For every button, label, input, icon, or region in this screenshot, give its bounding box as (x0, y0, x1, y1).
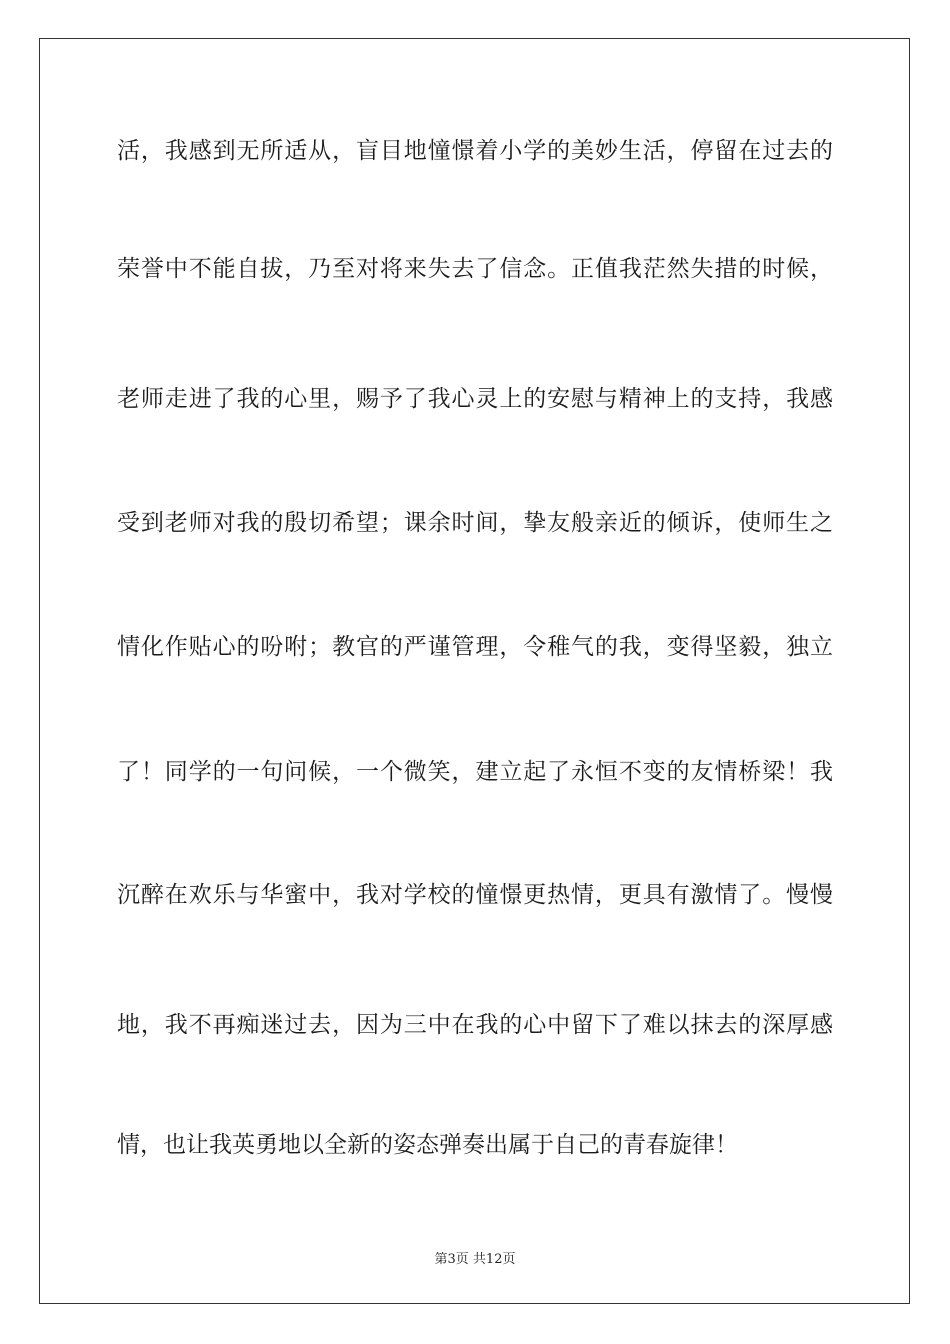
page-border (39, 38, 910, 1304)
body-text-line: 沉醉在欢乐与华蜜中，我对学校的憧憬更热情，更具有激情了。慢慢 (117, 882, 833, 908)
body-text-line: 老师走进了我的心里，赐予了我心灵上的安慰与精神上的支持，我感 (117, 386, 833, 412)
body-text-line: 活，我感到无所适从，盲目地憧憬着小学的美妙生活，停留在过去的 (117, 138, 833, 164)
body-text-line: 荣誉中不能自拔，乃至对将来失去了信念。正值我茫然失措的时候， (117, 256, 833, 282)
body-text-line: 了！同学的一句问候，一个微笑，建立起了永恒不变的友情桥梁！我 (117, 759, 833, 785)
page-number: 第3页 共12页 (434, 1252, 516, 1267)
body-text-line: 情化作贴心的吩咐；教官的严谨管理，令稚气的我，变得坚毅，独立 (117, 634, 833, 660)
body-text-line: 受到老师对我的殷切希望；课余时间，挚友般亲近的倾诉，使师生之 (117, 510, 833, 536)
body-text-line: 地，我不再痴迷过去，因为三中在我的心中留下了难以抹去的深厚感 (117, 1012, 833, 1038)
body-text-line: 情，也让我英勇地以全新的姿态弹奏出属于自己的青春旋律！ (117, 1132, 738, 1158)
